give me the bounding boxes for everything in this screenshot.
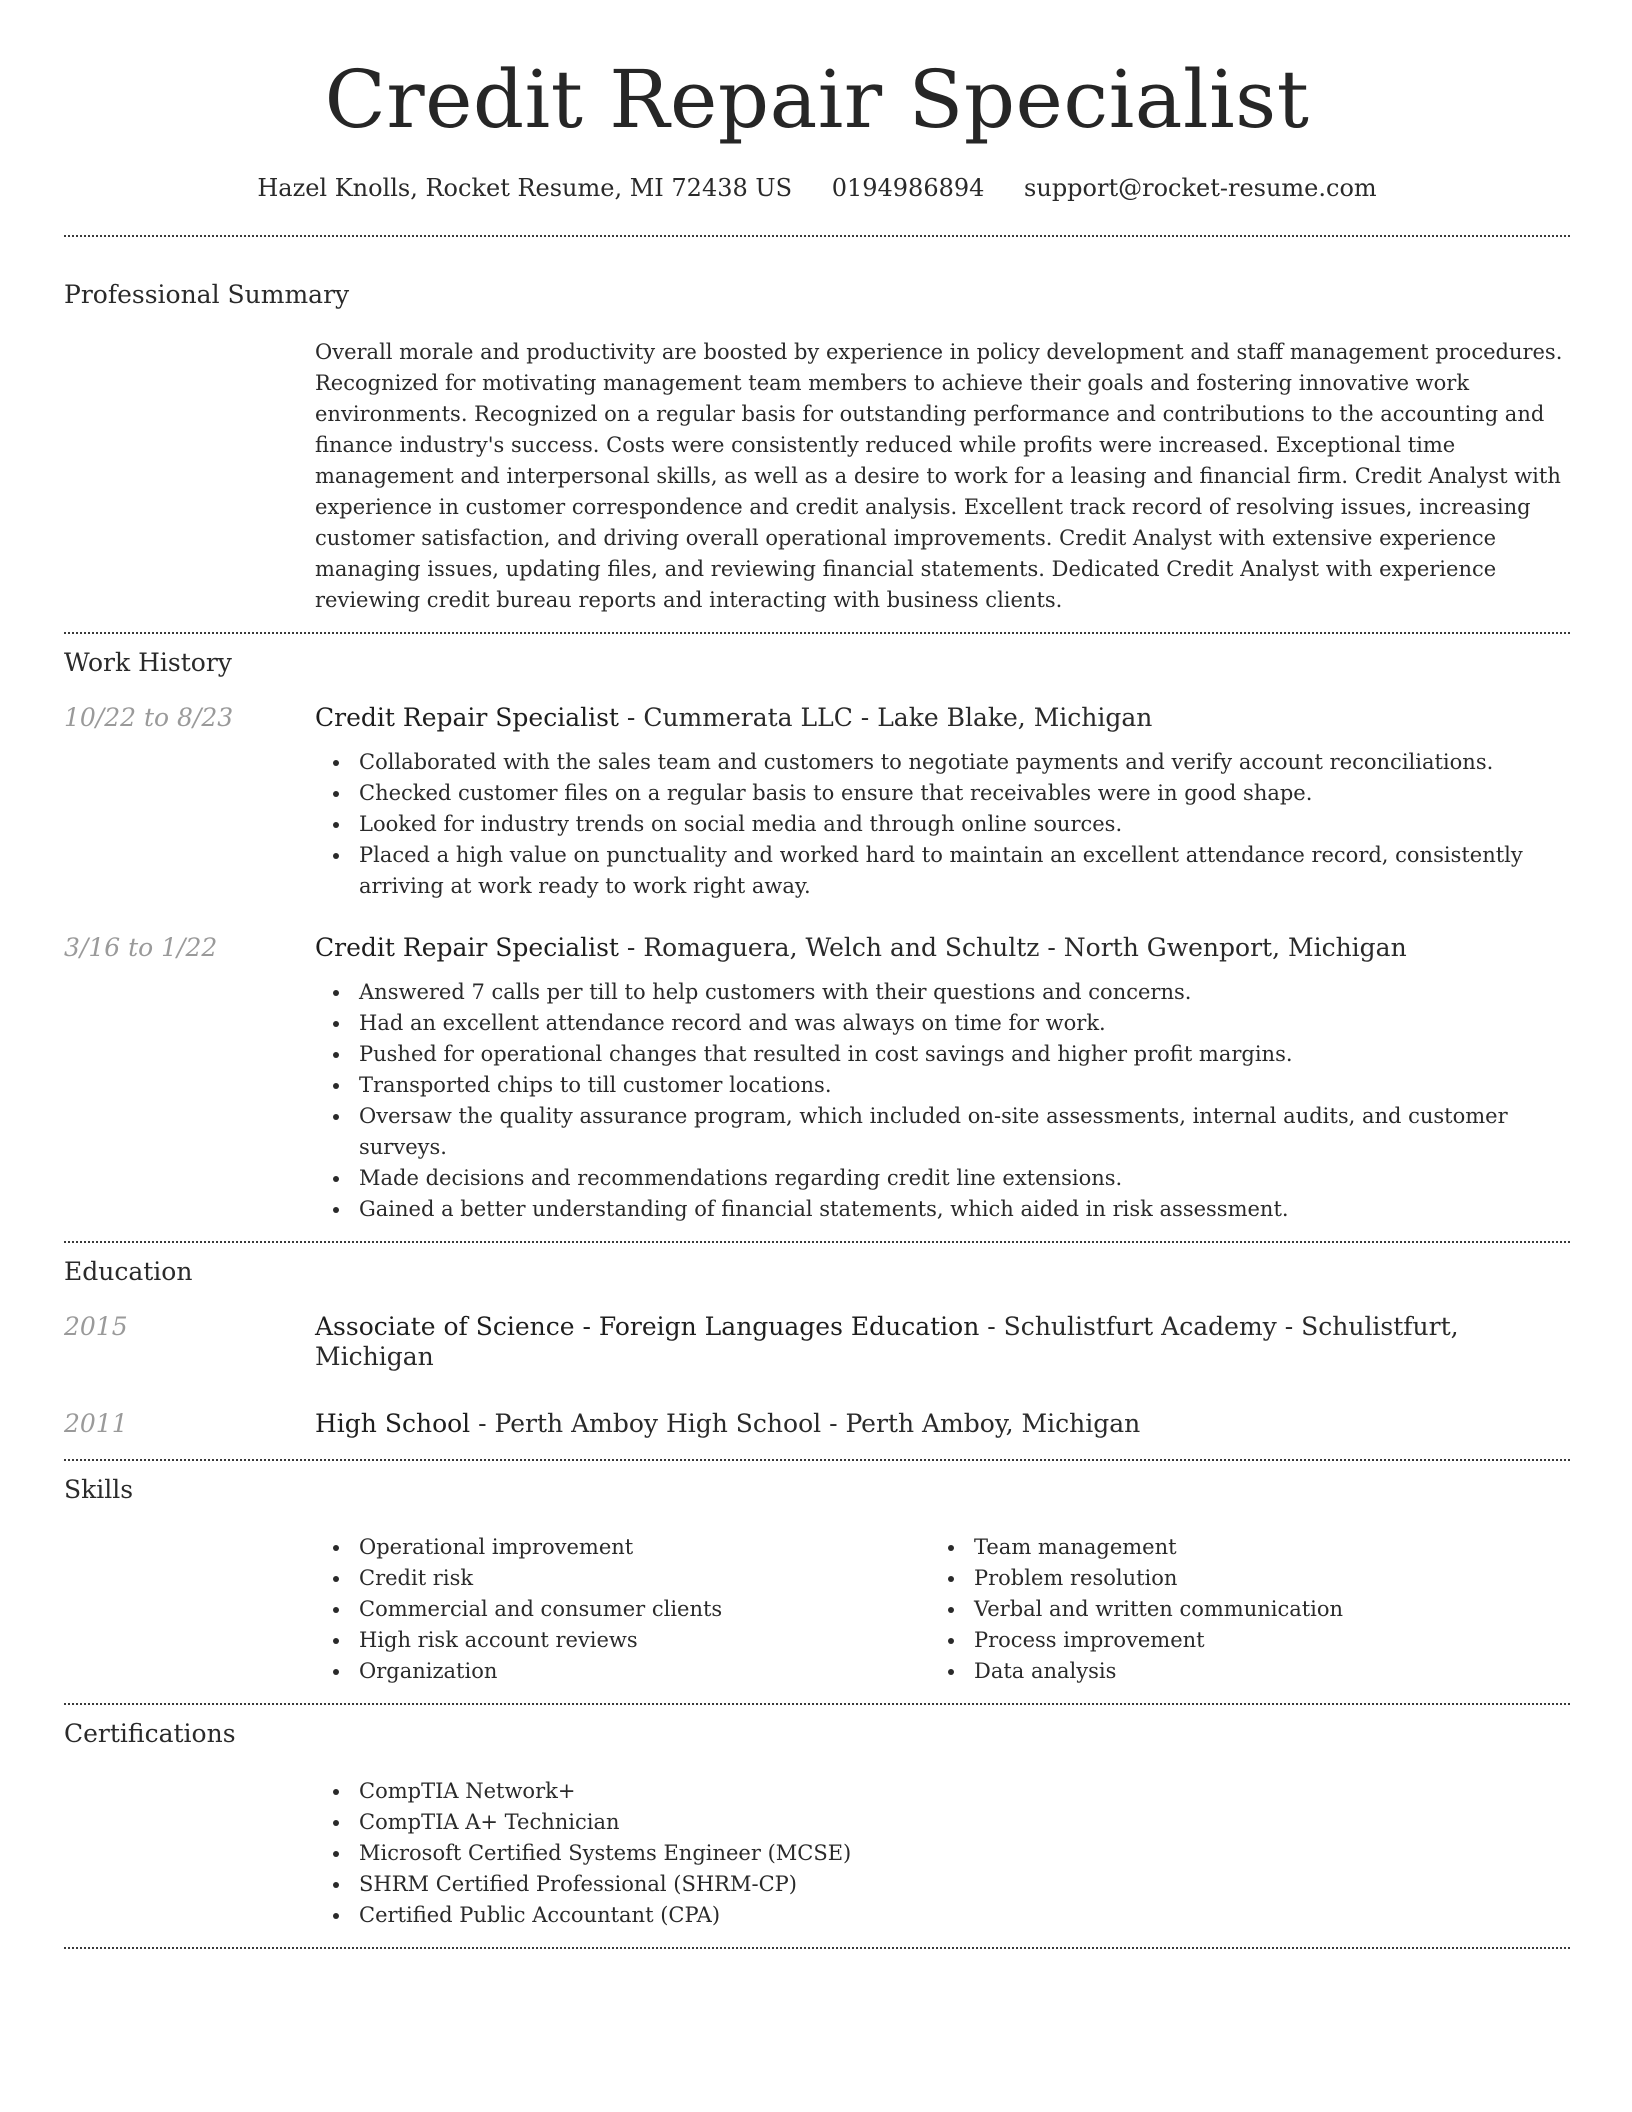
divider <box>64 1459 1570 1461</box>
skill-item: Data analysis <box>930 1656 1545 1687</box>
education-school: - Perth Amboy High School - Perth Amboy, Michigan <box>470 1409 1141 1438</box>
list-item: Checked customer files on a regular basis to ensure that receivables were in good shape. <box>315 778 1570 809</box>
skill-item: Operational improvement <box>315 1532 930 1563</box>
divider <box>64 235 1570 237</box>
contact-address: Hazel Knolls, Rocket Resume, MI 72438 US <box>257 174 793 202</box>
skill-item: High risk account reviews <box>315 1625 930 1656</box>
divider <box>64 632 1570 634</box>
list-item: Answered 7 calls per till to help customers with their questions and concerns. <box>315 977 1570 1008</box>
certification-item: CompTIA A+ Technician <box>315 1807 1570 1838</box>
skill-item: Problem resolution <box>930 1563 1545 1594</box>
skills-list-right <box>930 1532 1545 1687</box>
education-degree: Associate of Science - Foreign Languages Education <box>315 1312 980 1341</box>
section-title-education: Education <box>64 1257 193 1286</box>
education-entry <box>64 1312 1570 1372</box>
list-item: Transported chips to till customer locations. <box>315 1070 1570 1101</box>
contact-phone: 0194986894 <box>831 174 985 202</box>
education-heading <box>315 1312 1570 1372</box>
certification-item: Certified Public Accountant (CPA) <box>315 1900 1570 1931</box>
skills-list-left <box>315 1532 930 1687</box>
job-entry <box>64 703 1570 902</box>
contact-line <box>64 174 1570 202</box>
skill-item: Process improvement <box>930 1625 1545 1656</box>
summary-text: Overall morale and productivity are boosted by experience in policy development and staff management procedures. Recognized for motivating management team members to achieve their goals and fostering innovative work environments. Recognized on a regular basis for outstanding performance and contributions to the accounting and finance industry's success. Costs were consistently reduced while profits were increased. Exceptional time management and interpersonal skills, as well as a desire to work for a leasing and financial firm. Credit Analyst with experience in customer correspondence and credit analysis. Excellent track record of resolving issues, increasing customer satisfaction, and driving overall operational improvements. Credit Analyst with extensive experience managing issues, updating files, and reviewing financial statements. Dedicated Credit Analyst with experience reviewing credit bureau reports and interacting with business clients. <box>315 340 1563 612</box>
certification-item: SHRM Certified Professional (SHRM-CP) <box>315 1869 1570 1900</box>
skill-item: Verbal and written communication <box>930 1594 1545 1625</box>
job-employer: - Cummerata LLC - Lake Blake, Michigan <box>618 703 1153 732</box>
list-item: Oversaw the quality assurance program, which included on-site assessments, internal audits, and customer surveys. <box>315 1101 1570 1163</box>
section-title-work: Work History <box>64 648 232 677</box>
job-heading <box>315 933 1570 963</box>
resume-title: Credit Repair Specialist <box>324 53 1310 146</box>
job-bullets <box>315 977 1570 1225</box>
certification-item: Microsoft Certified Systems Engineer (MCSE) <box>315 1838 1570 1869</box>
job-employer: - Romaguera, Welch and Schultz - North Gwenport, Michigan <box>618 933 1407 962</box>
job-dates: 10/22 to 8/23 <box>64 703 234 732</box>
skills-grid <box>315 1532 1570 1687</box>
contact-email: support@rocket-resume.com <box>1024 174 1377 202</box>
job-heading <box>315 703 1570 733</box>
resume-page <box>64 0 1570 1949</box>
divider <box>64 1241 1570 1243</box>
job-bullets <box>315 747 1570 902</box>
skill-item: Organization <box>315 1656 930 1687</box>
education-school: - Schulistfurt Academy - Schulistfurt, Michigan <box>315 1312 1459 1371</box>
job-title: Credit Repair Specialist <box>315 933 619 962</box>
education-degree: High School <box>315 1409 471 1438</box>
list-item: Gained a better understanding of financial statements, which aided in risk assessment. <box>315 1194 1570 1225</box>
list-item: Pushed for operational changes that resulted in cost savings and higher profit margins. <box>315 1039 1570 1070</box>
job-entry <box>64 933 1570 1225</box>
list-item: Looked for industry trends on social media and through online sources. <box>315 809 1570 840</box>
section-title-summary: Professional Summary <box>64 280 350 309</box>
job-dates: 3/16 to 1/22 <box>64 933 218 962</box>
divider <box>64 1947 1570 1949</box>
list-item: Collaborated with the sales team and customers to negotiate payments and verify account reconciliations. <box>315 747 1570 778</box>
education-heading <box>315 1409 1570 1439</box>
list-item: Had an excellent attendance record and was always on time for work. <box>315 1008 1570 1039</box>
section-title-skills: Skills <box>64 1475 134 1504</box>
certification-item: CompTIA Network+ <box>315 1776 1570 1807</box>
education-year: 2011 <box>64 1409 128 1438</box>
skill-item: Credit risk <box>315 1563 930 1594</box>
skill-item: Commercial and consumer clients <box>315 1594 930 1625</box>
skill-item: Team management <box>930 1532 1545 1563</box>
education-year: 2015 <box>64 1312 128 1341</box>
list-item: Placed a high value on punctuality and worked hard to maintain an excellent attendance record, consistently arriving at work ready to work right away. <box>315 840 1570 902</box>
education-entry <box>64 1409 1570 1439</box>
divider <box>64 1703 1570 1705</box>
certifications-list <box>315 1776 1570 1931</box>
section-title-certifications: Certifications <box>64 1719 236 1748</box>
job-title: Credit Repair Specialist <box>315 703 619 732</box>
list-item: Made decisions and recommendations regarding credit line extensions. <box>315 1163 1570 1194</box>
